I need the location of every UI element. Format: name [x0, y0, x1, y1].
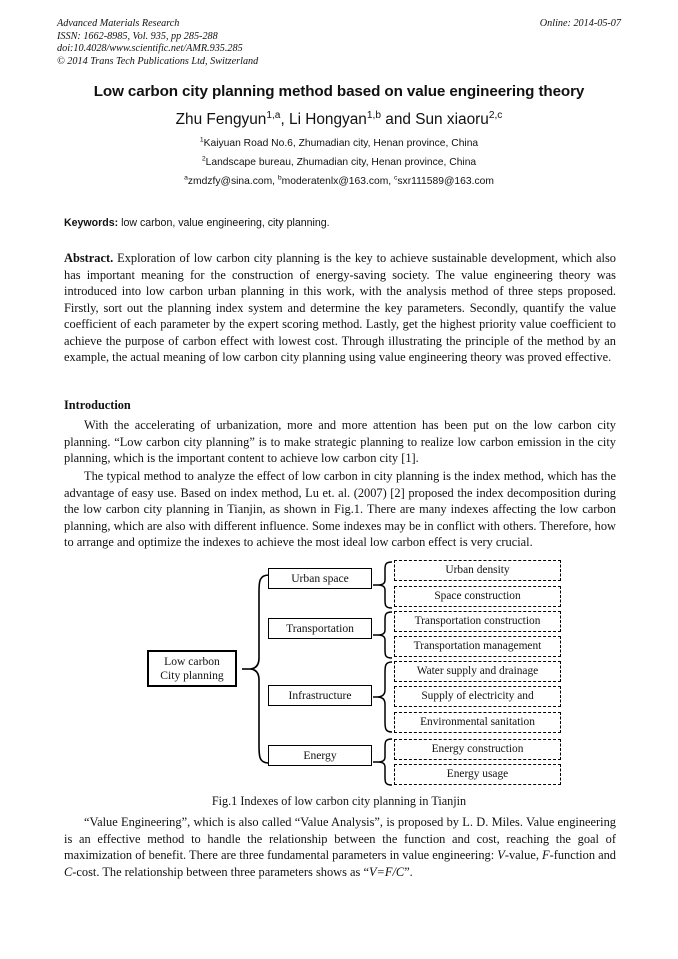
ve-text-f-tail: -function and	[549, 848, 617, 863]
diagram-branch-urban-space	[268, 568, 372, 589]
email-1[interactable]: zmdzfy@sina.com,	[187, 176, 278, 187]
leaf-label: Space construction	[434, 590, 521, 602]
abstract-label: Abstract.	[64, 251, 114, 265]
diagram-leaf-energy-usage	[394, 764, 561, 785]
diagram-leaf-water-supply-drainage	[394, 661, 561, 682]
branch-label: Energy	[303, 749, 337, 762]
diagram-branch-energy	[268, 745, 372, 766]
diagram-root-line1: Low carbon	[164, 654, 220, 668]
diagram-leaf-transportation-construction	[394, 611, 561, 632]
abstract-block	[64, 250, 616, 366]
keywords-label: Keywords:	[64, 217, 119, 229]
root-brace	[237, 570, 271, 770]
leaf-label: Urban density	[445, 564, 510, 576]
author-3-affil-marker: 2,c	[488, 109, 503, 121]
symbol-v: V	[497, 848, 505, 863]
email-2[interactable]: moderatenlx@163.com,	[281, 176, 394, 187]
affiliation-2-marker: 2	[201, 155, 206, 163]
affiliation-1	[57, 137, 621, 151]
ve-text-pre: “Value Engineering”, which is also called “Value Analysis”, is proposed by L. D. Miles. Value engineering is an effective method to handle the relationship between the function and cost, reaching the goal of maximization of benefit. There are three fundamental parameters in value engineering:	[64, 815, 616, 863]
brace-infrastructure	[373, 660, 394, 735]
masthead-left	[57, 18, 621, 68]
doi-line: doi:10.4028/www.scientific.net/AMR.935.285	[57, 43, 243, 55]
author-3: and Sun xiaoru	[381, 111, 489, 128]
value-engineering-paragraph	[64, 814, 616, 880]
issn-line: ISSN: 1662-8985, Vol. 935, pp 285-288	[57, 30, 218, 42]
diagram-leaf-energy-construction	[394, 739, 561, 760]
author-2: , Li Hongyan	[280, 111, 367, 128]
page-title: Low carbon city planning method based on value engineering theory	[93, 83, 585, 100]
leaf-label: Transportation management	[413, 640, 542, 652]
leaf-label: Supply of electricity and	[421, 690, 534, 702]
email-3-marker: c	[394, 174, 398, 182]
online-date: Online: 2014-05-07	[539, 18, 621, 29]
branch-label: Infrastructure	[288, 689, 352, 702]
figure-1-caption: Fig.1 Indexes of low carbon city planning in Tianjin	[211, 794, 467, 808]
symbol-c: C	[64, 864, 73, 879]
masthead	[57, 18, 621, 68]
keywords-text: low carbon, value engineering, city planning.	[118, 217, 330, 229]
leaf-label: Environmental sanitation	[420, 716, 535, 728]
author-list	[57, 110, 621, 130]
intro-paragraph-1: With the accelerating of urbanization, more and more attention has been put on the low carbon city planning. “Low carbon city planning” is to make strategic planning to realize low carbon emission in the city planning, which is the important content to achieve low carbon city [1].	[64, 418, 616, 466]
branch-label: Urban space	[291, 572, 349, 585]
email-list	[57, 175, 621, 189]
section-heading-introduction: Introduction	[64, 398, 131, 412]
affiliation-1-marker: 1	[199, 136, 204, 144]
ve-text-end: ”.	[404, 864, 413, 879]
author-1-affil-marker: 1,a	[266, 109, 281, 121]
email-1-marker: a	[184, 174, 188, 182]
keywords-line	[64, 216, 620, 230]
leaf-label: Energy construction	[431, 743, 524, 755]
journal-name: Advanced Materials Research	[57, 18, 180, 29]
ve-text-c-tail: -cost. The relationship between three parameters shows as “	[72, 864, 369, 879]
diagram-root-line2: City planning	[160, 668, 224, 682]
copyright-line: © 2014 Trans Tech Publications Ltd, Switzerland	[57, 55, 259, 67]
affiliation-1-text: Kaiyuan Road No.6, Zhumadian city, Henan province, China	[203, 138, 479, 149]
formula-v-equals-f-over-c: V=F/C	[368, 864, 405, 879]
brace-urban-space	[373, 560, 394, 610]
ve-text-v-tail: -value,	[504, 848, 543, 863]
leaf-label: Energy usage	[446, 768, 509, 780]
diagram-leaf-urban-density	[394, 560, 561, 581]
author-1: Zhu Fengyun	[175, 111, 267, 128]
author-2-affil-marker: 1,b	[366, 109, 381, 121]
diagram-leaf-environmental-sanitation	[394, 712, 561, 733]
brace-transportation	[373, 610, 394, 660]
intro-paragraph-2: The typical method to analyze the effect of low carbon in city planning is the index method, which has the advantage of easy use. Based on index method, Lu et. al. (2007) [2] proposed the index decomposition during the low carbon city planning in Tianjin, as shown in Fig.1. There are many indexes affecting the low carbon planning, which are also with different influence. Some indexes may be in conflict with others. Therefore, how to arrange and optimize the indexes to achieve the most ideal low carbon effect is very crucial.	[64, 469, 616, 550]
diagram-root-node	[147, 650, 237, 687]
diagram-leaf-space-construction	[394, 586, 561, 607]
abstract-text: Exploration of low carbon city planning is the key to achieve sustainable development, which also has important meaning for the construction of energy-saving society. The value engineering theory was introduced into low carbon urban planning in this work, with the analysis method of three steps proposed. Firstly, sort out the planning index system and determine the key parameters. Secondly, quantify the value coefficient of each parameter by the expert scoring method. Lastly, get the highest priority value coefficient to achieve the purpose of carbon effect with lowest cost. Through illustrating the principle of the method by an example, the actual meaning of low carbon city planning using value engineering theory was proved effective.	[64, 251, 616, 365]
email-3[interactable]: sxr111589@163.com	[397, 176, 494, 187]
diagram-leaf-transportation-management	[394, 636, 561, 657]
leaf-label: Water supply and drainage	[416, 665, 539, 677]
diagram-leaf-supply-of-electricity	[394, 686, 561, 707]
brace-energy	[373, 737, 394, 787]
branch-label: Transportation	[286, 622, 354, 635]
affiliation-2	[57, 156, 621, 170]
diagram-branch-transportation	[268, 618, 372, 639]
leaf-label: Transportation construction	[414, 615, 541, 627]
email-2-marker: b	[277, 174, 282, 182]
affiliation-2-text: Landscape bureau, Zhumadian city, Henan province, China	[205, 157, 477, 168]
diagram-branch-infrastructure	[268, 685, 372, 706]
symbol-f: F	[542, 848, 550, 863]
